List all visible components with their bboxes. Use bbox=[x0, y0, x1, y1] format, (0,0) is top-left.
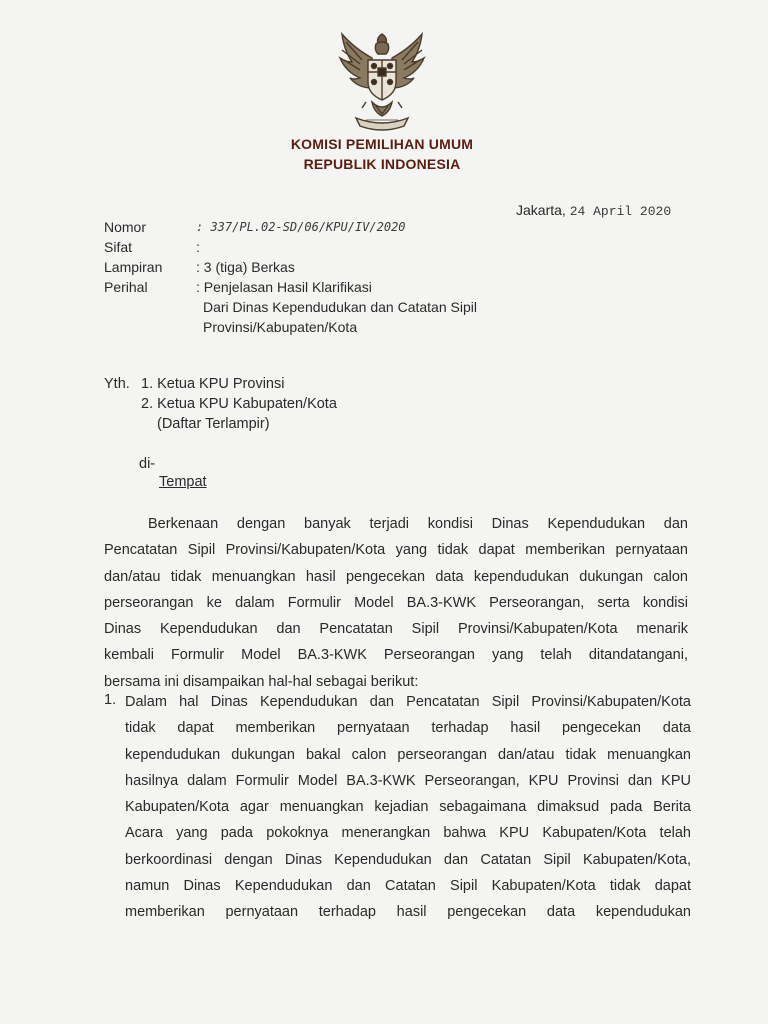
di-label: di- bbox=[139, 456, 156, 472]
body-line: kembali Formulir Model BA.3-KWK Perseorangan yang telah ditandatangani, bbox=[104, 647, 688, 664]
meta-value-sifat: : bbox=[196, 239, 200, 255]
item-line: berkoordinasi dengan Dinas Kependudukan dan Catatan Sipil Kabupaten/Kota, bbox=[125, 851, 691, 868]
item-line: tidak dapat memberikan pernyataan terhadap hasil pengecekan data bbox=[125, 720, 691, 737]
date-place: Jakarta, bbox=[516, 202, 566, 218]
yth-label: Yth. bbox=[104, 376, 130, 392]
meta-value-lampiran: : 3 (tiga) Berkas bbox=[196, 259, 295, 275]
tempat-label: Tempat bbox=[159, 474, 207, 490]
item-line: Kabupaten/Kota agar menuangkan kejadian sebagaimana dimaksud pada Berita bbox=[125, 799, 691, 816]
body-line: dan/atau tidak menuangkan hasil pengecekan data kependudukan dukungan calon bbox=[104, 568, 688, 585]
item-line: kependudukan dukungan bakal calon perseorangan dan/atau tidak menuangkan bbox=[125, 746, 691, 763]
org-name-line2: REPUBLIK INDONESIA bbox=[303, 156, 461, 172]
meta-label-lampiran: Lampiran bbox=[104, 259, 163, 275]
letter-date bbox=[516, 202, 671, 219]
body-line: Pencatatan Sipil Provinsi/Kabupaten/Kota yang tidak dapat memberikan pernyataan bbox=[104, 542, 688, 559]
date-value: 24 April 2020 bbox=[569, 204, 672, 219]
garuda-pancasila-emblem bbox=[332, 28, 432, 134]
recipient-note: (Daftar Terlampir) bbox=[157, 416, 270, 432]
body-line: Berkenaan dengan banyak terjadi kondisi Dinas Kependudukan dan bbox=[148, 516, 688, 532]
item-1-text bbox=[125, 689, 691, 926]
item-number: 1. bbox=[104, 692, 117, 708]
item-line: namun Dinas Kependudukan dan Catatan Sipil Kabupaten/Kota tidak dapat bbox=[125, 878, 691, 895]
item-line: Dalam hal Dinas Kependudukan dan Pencatatan Sipil Provinsi/Kabupaten/Kota bbox=[125, 694, 691, 710]
perihal-continuation-1: Dari Dinas Kependudukan dan Catatan Sipil bbox=[203, 299, 477, 315]
body-paragraph bbox=[104, 511, 688, 695]
body-line: perseorangan ke dalam Formulir Model BA.3-KWK Perseorangan, serta kondisi bbox=[104, 594, 688, 611]
meta-label-nomor: Nomor bbox=[104, 219, 147, 235]
item-line: memberikan pernyataan terhadap hasil pengecekan data kependudukan bbox=[125, 904, 691, 921]
recipient-1: 1. Ketua KPU Provinsi bbox=[141, 376, 285, 392]
body-line: bersama ini disampaikan hal-hal sebagai berikut: bbox=[104, 673, 419, 690]
item-line: Acara yang pada pokoknya menerangkan bahwa KPU Kabupaten/Kota telah bbox=[125, 825, 691, 842]
body-line: Dinas Kependudukan dan Pencatatan Sipil Provinsi/Kabupaten/Kota menarik bbox=[104, 621, 688, 638]
meta-label-sifat: Sifat bbox=[104, 239, 133, 255]
item-line: hasilnya dalam Formulir Model BA.3-KWK Perseorangan, KPU Provinsi dan KPU bbox=[125, 772, 691, 789]
meta-label-perihal: Perihal bbox=[104, 279, 148, 295]
perihal-continuation-2: Provinsi/Kabupaten/Kota bbox=[203, 319, 358, 335]
recipient-2: 2. Ketua KPU Kabupaten/Kota bbox=[141, 396, 337, 412]
org-name-line1: KOMISI PEMILIHAN UMUM bbox=[290, 136, 474, 152]
meta-value-nomor: : 337/PL.02-SD/06/KPU/IV/2020 bbox=[196, 220, 406, 234]
meta-value-perihal: : Penjelasan Hasil Klarifikasi bbox=[196, 279, 372, 295]
